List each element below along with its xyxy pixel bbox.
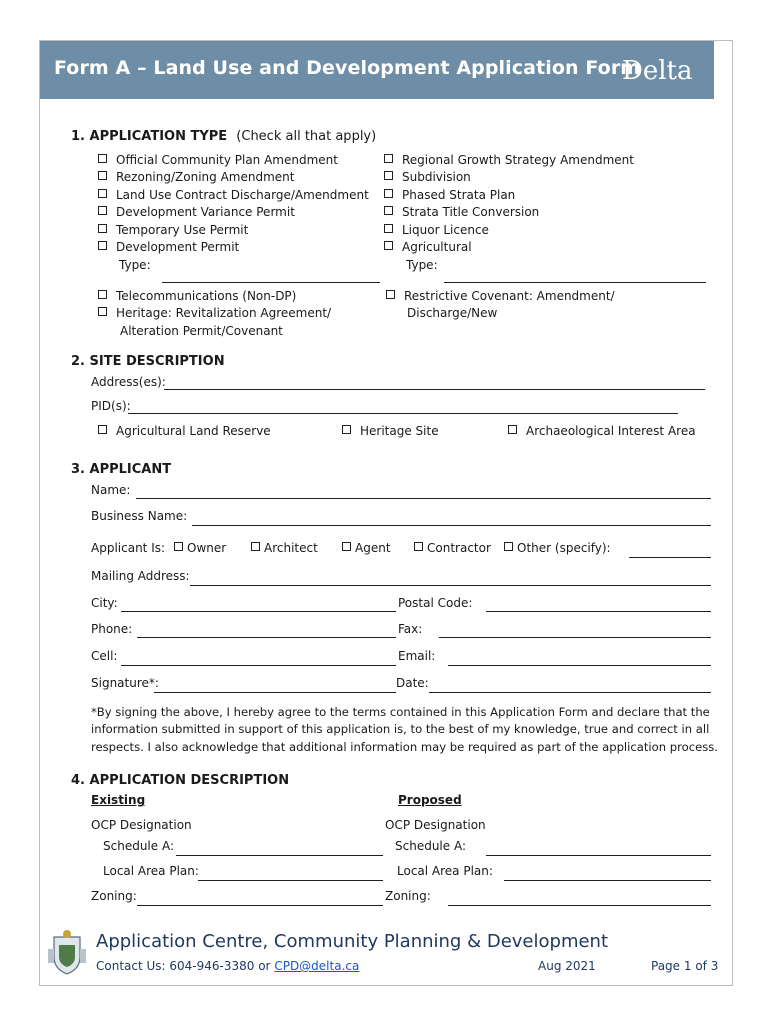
postal-code-field[interactable] — [486, 611, 711, 612]
business-name-label: Business Name: — [91, 509, 188, 523]
existing-zoning-label: Zoning: — [91, 889, 137, 903]
postal-code-label: Postal Code: — [398, 596, 473, 610]
checkbox-icon — [251, 542, 260, 551]
delta-logo: Delta — [622, 56, 693, 86]
proposed-ocp-label: OCP Designation — [385, 818, 486, 832]
proposed-local-plan-field[interactable] — [504, 880, 711, 881]
pid-label: PID(s): — [91, 399, 131, 413]
declaration-line-3: respects. I also acknowledge that additional information may be required as part of the application process. — [91, 740, 718, 754]
checkbox-dev-variance[interactable]: Development Variance Permit — [98, 205, 295, 219]
address-field[interactable] — [164, 389, 705, 390]
phone-label: Phone: — [91, 622, 133, 636]
name-field[interactable] — [136, 498, 711, 499]
form-title: Form A – Land Use and Development Application Form — [54, 57, 641, 79]
mailing-address-field[interactable] — [190, 585, 711, 586]
section-2-heading: 2. SITE DESCRIPTION — [71, 354, 225, 369]
checkbox-icon — [174, 542, 183, 551]
city-label: City: — [91, 596, 118, 610]
checkbox-regional-growth[interactable]: Regional Growth Strategy Amendment — [384, 153, 634, 167]
phone-field[interactable] — [137, 637, 396, 638]
existing-schedule-field[interactable] — [176, 855, 383, 856]
existing-ocp-label: OCP Designation — [91, 818, 192, 832]
signature-label: Signature*: — [91, 676, 159, 690]
existing-schedule-label: Schedule A: — [103, 839, 174, 853]
covenant-label-cont: Discharge/New — [407, 306, 498, 320]
checkbox-agent[interactable]: Agent — [342, 541, 391, 555]
declaration-line-2: information submitted in support of this application is, to the best of my knowledge, true and correct in all — [91, 722, 710, 736]
checkbox-subdivision[interactable]: Subdivision — [384, 170, 471, 184]
checkbox-icon — [98, 241, 107, 250]
existing-heading: Existing — [91, 793, 146, 807]
existing-local-plan-label: Local Area Plan: — [103, 864, 199, 878]
checkbox-icon — [504, 542, 513, 551]
checkbox-icon — [384, 206, 393, 215]
checkbox-icon — [386, 290, 395, 299]
address-label: Address(es): — [91, 375, 166, 389]
checkbox-icon — [98, 154, 107, 163]
footer-date: Aug 2021 — [538, 959, 596, 973]
checkbox-strata-conversion[interactable]: Strata Title Conversion — [384, 205, 539, 219]
proposed-schedule-label: Schedule A: — [395, 839, 466, 853]
checkbox-development-permit[interactable]: Development Permit — [98, 240, 239, 254]
checkbox-icon — [384, 224, 393, 233]
dp-type-field[interactable] — [162, 282, 380, 283]
checkbox-icon — [384, 189, 393, 198]
checkbox-restrictive-covenant[interactable]: Restrictive Covenant: Amendment/ — [386, 289, 615, 303]
checkbox-owner[interactable]: Owner — [174, 541, 226, 555]
checkbox-icon — [508, 425, 517, 434]
checkbox-icon — [414, 542, 423, 551]
checkbox-icon — [384, 171, 393, 180]
checkbox-phased-strata[interactable]: Phased Strata Plan — [384, 188, 515, 202]
city-field[interactable] — [121, 611, 396, 612]
header-banner — [40, 41, 714, 99]
checkbox-icon — [342, 425, 351, 434]
cell-label: Cell: — [91, 649, 118, 663]
section-4-heading: 4. APPLICATION DESCRIPTION — [71, 773, 290, 788]
name-label: Name: — [91, 483, 131, 497]
form-page — [39, 40, 733, 986]
proposed-local-plan-label: Local Area Plan: — [397, 864, 493, 878]
checkbox-alr[interactable]: Agricultural Land Reserve — [98, 424, 271, 438]
checkbox-icon — [98, 189, 107, 198]
existing-zoning-field[interactable] — [137, 905, 383, 906]
email-field[interactable] — [448, 665, 711, 666]
page-number: Page 1 of 3 — [651, 959, 719, 973]
proposed-zoning-label: Zoning: — [385, 889, 431, 903]
proposed-heading: Proposed — [398, 793, 462, 807]
declaration-line-1: *By signing the above, I hereby agree to the terms contained in this Application Form and declare that the — [91, 705, 710, 719]
checkbox-contractor[interactable]: Contractor — [414, 541, 491, 555]
signature-field[interactable] — [154, 692, 396, 693]
checkbox-liquor-licence[interactable]: Liquor Licence — [384, 223, 489, 237]
checkbox-icon — [384, 241, 393, 250]
checkbox-icon — [342, 542, 351, 551]
cell-field[interactable] — [121, 665, 396, 666]
fax-field[interactable] — [439, 637, 711, 638]
ag-type-field[interactable] — [444, 282, 706, 283]
checkbox-other[interactable]: Other (specify): — [504, 541, 611, 555]
checkbox-icon — [98, 307, 107, 316]
email-link[interactable]: CPD@delta.ca — [274, 959, 360, 973]
checkbox-heritage-revitalization[interactable]: Heritage: Revitalization Agreement/ — [98, 306, 331, 320]
proposed-schedule-field[interactable] — [486, 855, 711, 856]
date-label: Date: — [396, 676, 429, 690]
existing-local-plan-field[interactable] — [198, 880, 383, 881]
checkbox-icon — [98, 224, 107, 233]
checkbox-icon — [98, 171, 107, 180]
footer-contact: Contact Us: 604-946-3380 or CPD@delta.ca — [96, 959, 360, 973]
dp-type-label: Type: — [119, 258, 151, 272]
mailing-address-label: Mailing Address: — [91, 569, 190, 583]
checkbox-icon — [98, 290, 107, 299]
checkbox-archaeological[interactable]: Archaeological Interest Area — [508, 424, 696, 438]
checkbox-icon — [384, 154, 393, 163]
checkbox-heritage-site[interactable]: Heritage Site — [342, 424, 439, 438]
footer-title: Application Centre, Community Planning & Development — [96, 931, 609, 952]
checkbox-telecommunications[interactable]: Telecommunications (Non-DP) — [98, 289, 296, 303]
pid-field[interactable] — [128, 413, 678, 414]
checkbox-temporary-use[interactable]: Temporary Use Permit — [98, 223, 248, 237]
checkbox-rezoning[interactable]: Rezoning/Zoning Amendment — [98, 170, 294, 184]
checkbox-land-use-contract[interactable]: Land Use Contract Discharge/Amendment — [98, 188, 369, 202]
checkbox-ocp-amendment[interactable]: Official Community Plan Amendment — [98, 153, 338, 167]
section-1-heading: 1. APPLICATION TYPE (Check all that apply) — [71, 129, 377, 144]
business-name-field[interactable] — [192, 525, 711, 526]
checkbox-icon — [98, 206, 107, 215]
date-field[interactable] — [429, 692, 711, 693]
section-3-heading: 3. APPLICANT — [71, 462, 172, 477]
delta-crest-icon — [46, 927, 88, 977]
other-specify-field[interactable] — [629, 557, 711, 558]
proposed-zoning-field[interactable] — [448, 905, 711, 906]
email-label: Email: — [398, 649, 436, 663]
ag-type-label: Type: — [406, 258, 438, 272]
checkbox-architect[interactable]: Architect — [251, 541, 318, 555]
heritage-label-cont: Alteration Permit/Covenant — [120, 324, 283, 338]
checkbox-icon — [98, 425, 107, 434]
fax-label: Fax: — [398, 622, 423, 636]
checkbox-agricultural[interactable]: Agricultural — [384, 240, 472, 254]
applicant-is-label: Applicant Is: — [91, 541, 166, 555]
